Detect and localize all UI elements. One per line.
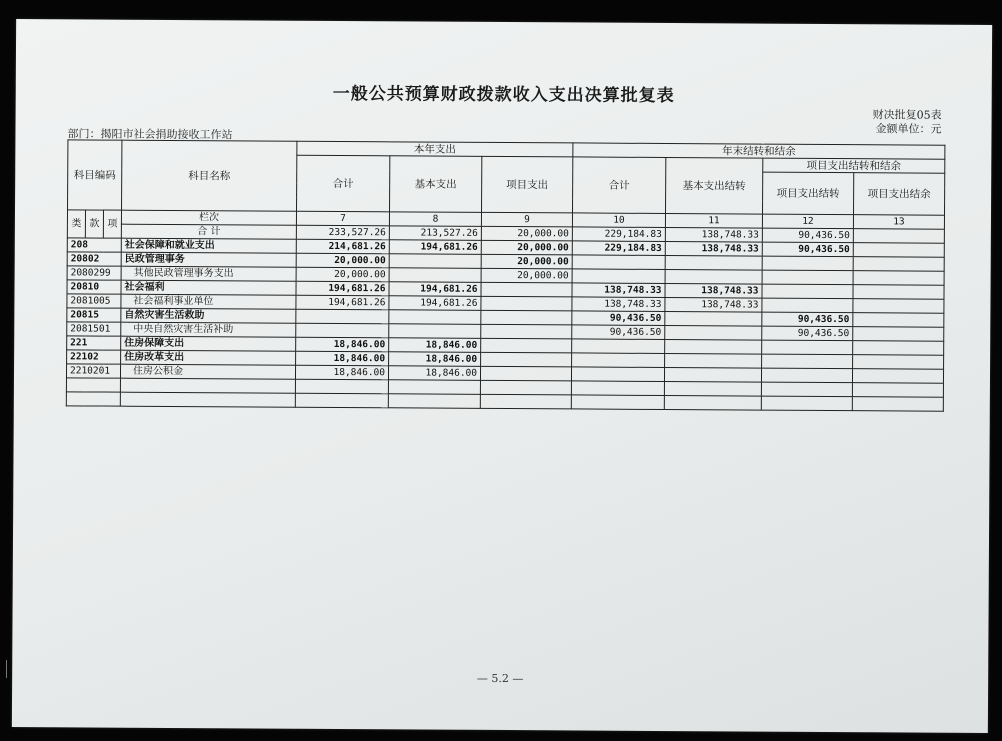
amount-cell xyxy=(853,355,944,370)
amount-cell: 194,681.26 xyxy=(296,295,389,310)
sum-cell: 20,000.00 xyxy=(481,226,572,241)
amount-cell: 194,681.26 xyxy=(389,240,481,255)
col-number: 9 xyxy=(481,212,572,227)
amount-cell xyxy=(295,379,388,394)
sum-cell: 90,436.50 xyxy=(762,228,853,243)
amount-cell: 138,748.33 xyxy=(665,241,762,256)
amount-cell xyxy=(762,256,853,271)
col-number: 11 xyxy=(665,213,762,228)
amount-cell xyxy=(762,270,853,285)
amount-cell xyxy=(665,311,762,326)
amount-cell xyxy=(761,382,852,397)
subject-code-cell: 20810 xyxy=(67,280,121,294)
amount-cell xyxy=(480,380,571,395)
amount-cell: 18,846.00 xyxy=(389,352,481,367)
amount-cell xyxy=(664,367,761,382)
amount-cell: 20,000.00 xyxy=(481,254,572,269)
header-col-pj-carry: 项目支出结转 xyxy=(762,172,853,215)
amount-cell xyxy=(665,325,762,340)
amount-cell xyxy=(853,271,944,286)
header-year-end: 年末结转和结余 xyxy=(573,143,945,159)
amount-cell: 194,681.26 xyxy=(296,281,389,296)
amount-cell xyxy=(762,298,853,313)
subject-name-cell: 住房公积金 xyxy=(120,364,295,379)
amount-cell xyxy=(571,395,664,410)
subject-code-cell: 221 xyxy=(67,336,121,350)
amount-cell xyxy=(761,368,852,383)
amount-cell xyxy=(853,257,944,272)
subject-code-cell: 2081005 xyxy=(67,294,121,308)
header-xiang: 项 xyxy=(103,210,121,238)
amount-cell xyxy=(572,353,665,368)
amount-cell: 138,748.33 xyxy=(665,283,762,298)
sum-cell: 229,184.83 xyxy=(572,227,665,242)
amount-cell: 138,748.33 xyxy=(572,283,665,298)
amount-cell xyxy=(481,296,572,311)
sum-cell: 138,748.33 xyxy=(665,227,762,242)
subject-name-cell xyxy=(120,378,295,393)
subject-name-cell: 社会福利 xyxy=(121,280,296,295)
amount-unit: 金额单位：元 xyxy=(875,122,942,136)
amount-cell: 18,846.00 xyxy=(296,351,389,366)
col-number: 13 xyxy=(853,215,944,230)
amount-cell xyxy=(389,324,481,339)
amount-cell: 20,000.00 xyxy=(296,253,389,268)
header-current-year: 本年支出 xyxy=(297,141,573,157)
amount-cell xyxy=(762,354,853,369)
amount-cell xyxy=(762,284,853,299)
form-code: 财决批复05表 xyxy=(872,108,942,122)
amount-cell xyxy=(480,394,571,409)
amount-cell: 20,000.00 xyxy=(296,267,389,282)
subject-name-cell: 其他民政管理事务支出 xyxy=(121,266,296,281)
header-lei: 类 xyxy=(67,210,85,238)
subject-name-cell xyxy=(120,392,295,407)
sum-cell xyxy=(853,229,944,244)
sum-cell: 233,527.26 xyxy=(296,225,389,240)
amount-cell xyxy=(296,309,389,324)
header-col-ye-basic: 基本支出结转 xyxy=(665,157,762,214)
amount-cell: 138,748.33 xyxy=(572,297,665,312)
amount-cell: 229,184.83 xyxy=(572,241,665,256)
amount-cell xyxy=(389,254,481,269)
sum-cell: 213,527.26 xyxy=(389,226,481,241)
amount-cell xyxy=(853,243,944,258)
subject-name-cell: 社会保障和就业支出 xyxy=(121,238,296,253)
amount-cell xyxy=(388,394,480,409)
subject-name-cell: 社会福利事业单位 xyxy=(121,294,296,309)
col-number: 12 xyxy=(762,214,853,229)
amount-cell xyxy=(388,380,480,395)
amount-cell xyxy=(480,366,571,381)
subject-code-cell: 2210201 xyxy=(66,364,120,378)
amount-cell: 18,846.00 xyxy=(388,366,480,381)
amount-cell: 90,436.50 xyxy=(762,242,853,257)
amount-cell xyxy=(571,367,664,382)
col-number: 7 xyxy=(296,211,389,226)
amount-cell xyxy=(664,381,761,396)
header-col-basic: 基本支出 xyxy=(390,156,482,213)
amount-cell xyxy=(853,313,944,328)
amount-cell xyxy=(481,352,572,367)
header-col-ye-total: 合计 xyxy=(572,157,665,214)
header-col-total: 合计 xyxy=(297,155,390,212)
amount-cell xyxy=(665,269,762,284)
amount-cell xyxy=(481,338,572,353)
amount-cell xyxy=(853,299,944,314)
subject-name-cell: 民政管理事务 xyxy=(121,252,296,267)
amount-cell: 138,748.33 xyxy=(665,297,762,312)
amount-cell xyxy=(853,327,944,342)
table-body xyxy=(66,140,945,411)
amount-cell xyxy=(295,393,388,408)
header-col-project: 项目支出 xyxy=(481,156,572,213)
amount-cell xyxy=(389,268,481,283)
amount-cell: 90,436.50 xyxy=(572,311,665,326)
amount-cell xyxy=(852,383,943,398)
subject-code-cell: 2081501 xyxy=(67,322,121,336)
amount-cell xyxy=(853,285,944,300)
sum-label: 合 计 xyxy=(121,224,296,239)
budget-table xyxy=(66,139,946,411)
edge-mark xyxy=(6,660,7,678)
header-subject-name: 科目名称 xyxy=(122,140,297,211)
amount-cell: 18,846.00 xyxy=(296,337,389,352)
col-number: 10 xyxy=(572,213,665,228)
amount-cell xyxy=(572,255,665,270)
subject-name-cell: 住房改革支出 xyxy=(121,350,296,365)
col-number: 8 xyxy=(389,212,481,227)
amount-cell xyxy=(852,369,943,384)
subject-code-cell: 20815 xyxy=(67,308,121,322)
amount-cell xyxy=(389,310,481,325)
amount-cell xyxy=(664,395,761,410)
amount-cell: 20,000.00 xyxy=(481,240,572,255)
subject-code-cell: 2080299 xyxy=(67,266,121,280)
amount-cell xyxy=(572,269,665,284)
page-title: 一般公共预算财政拨款收入支出决算批复表 xyxy=(332,83,675,107)
subject-code-cell: 20802 xyxy=(67,252,121,266)
header-col-pj-surplus: 项目支出结余 xyxy=(853,173,944,216)
amount-cell: 18,846.00 xyxy=(389,338,481,353)
amount-cell xyxy=(296,323,389,338)
amount-cell xyxy=(761,396,852,411)
amount-cell xyxy=(665,255,762,270)
department-label: 部门：揭阳市社会捐助接收工作站 xyxy=(67,127,233,142)
amount-cell: 90,436.50 xyxy=(572,325,665,340)
subject-code-cell: 22102 xyxy=(67,350,121,364)
document-page xyxy=(12,19,992,733)
header-kuan: 款 xyxy=(85,210,103,238)
amount-cell xyxy=(853,341,944,356)
amount-cell xyxy=(665,353,762,368)
amount-cell: 194,681.26 xyxy=(389,282,481,297)
amount-cell: 90,436.50 xyxy=(762,326,853,341)
amount-cell xyxy=(852,397,943,412)
amount-cell xyxy=(481,282,572,297)
amount-cell xyxy=(571,381,664,396)
amount-cell: 194,681.26 xyxy=(389,296,481,311)
amount-cell xyxy=(665,339,762,354)
header-lanci: 栏次 xyxy=(121,210,296,225)
page-number: — 5.2 — xyxy=(476,671,524,686)
subject-name-cell: 住房保障支出 xyxy=(121,336,296,351)
subject-name-cell: 中央自然灾害生活补助 xyxy=(121,322,296,337)
amount-cell: 214,681.26 xyxy=(296,239,389,254)
amount-cell: 90,436.50 xyxy=(762,312,853,327)
amount-cell xyxy=(762,340,853,355)
amount-cell: 20,000.00 xyxy=(481,268,572,283)
amount-cell xyxy=(572,339,665,354)
amount-cell xyxy=(481,324,572,339)
amount-cell: 18,846.00 xyxy=(295,365,388,380)
subject-code-cell: 208 xyxy=(67,238,121,252)
subject-code-cell xyxy=(66,392,120,406)
amount-cell xyxy=(481,310,572,325)
header-project-balance: 项目支出结转和结余 xyxy=(763,158,945,173)
subject-code-cell xyxy=(66,378,120,392)
header-subject-code: 科目编码 xyxy=(68,140,122,210)
subject-name-cell: 自然灾害生活救助 xyxy=(121,308,296,323)
